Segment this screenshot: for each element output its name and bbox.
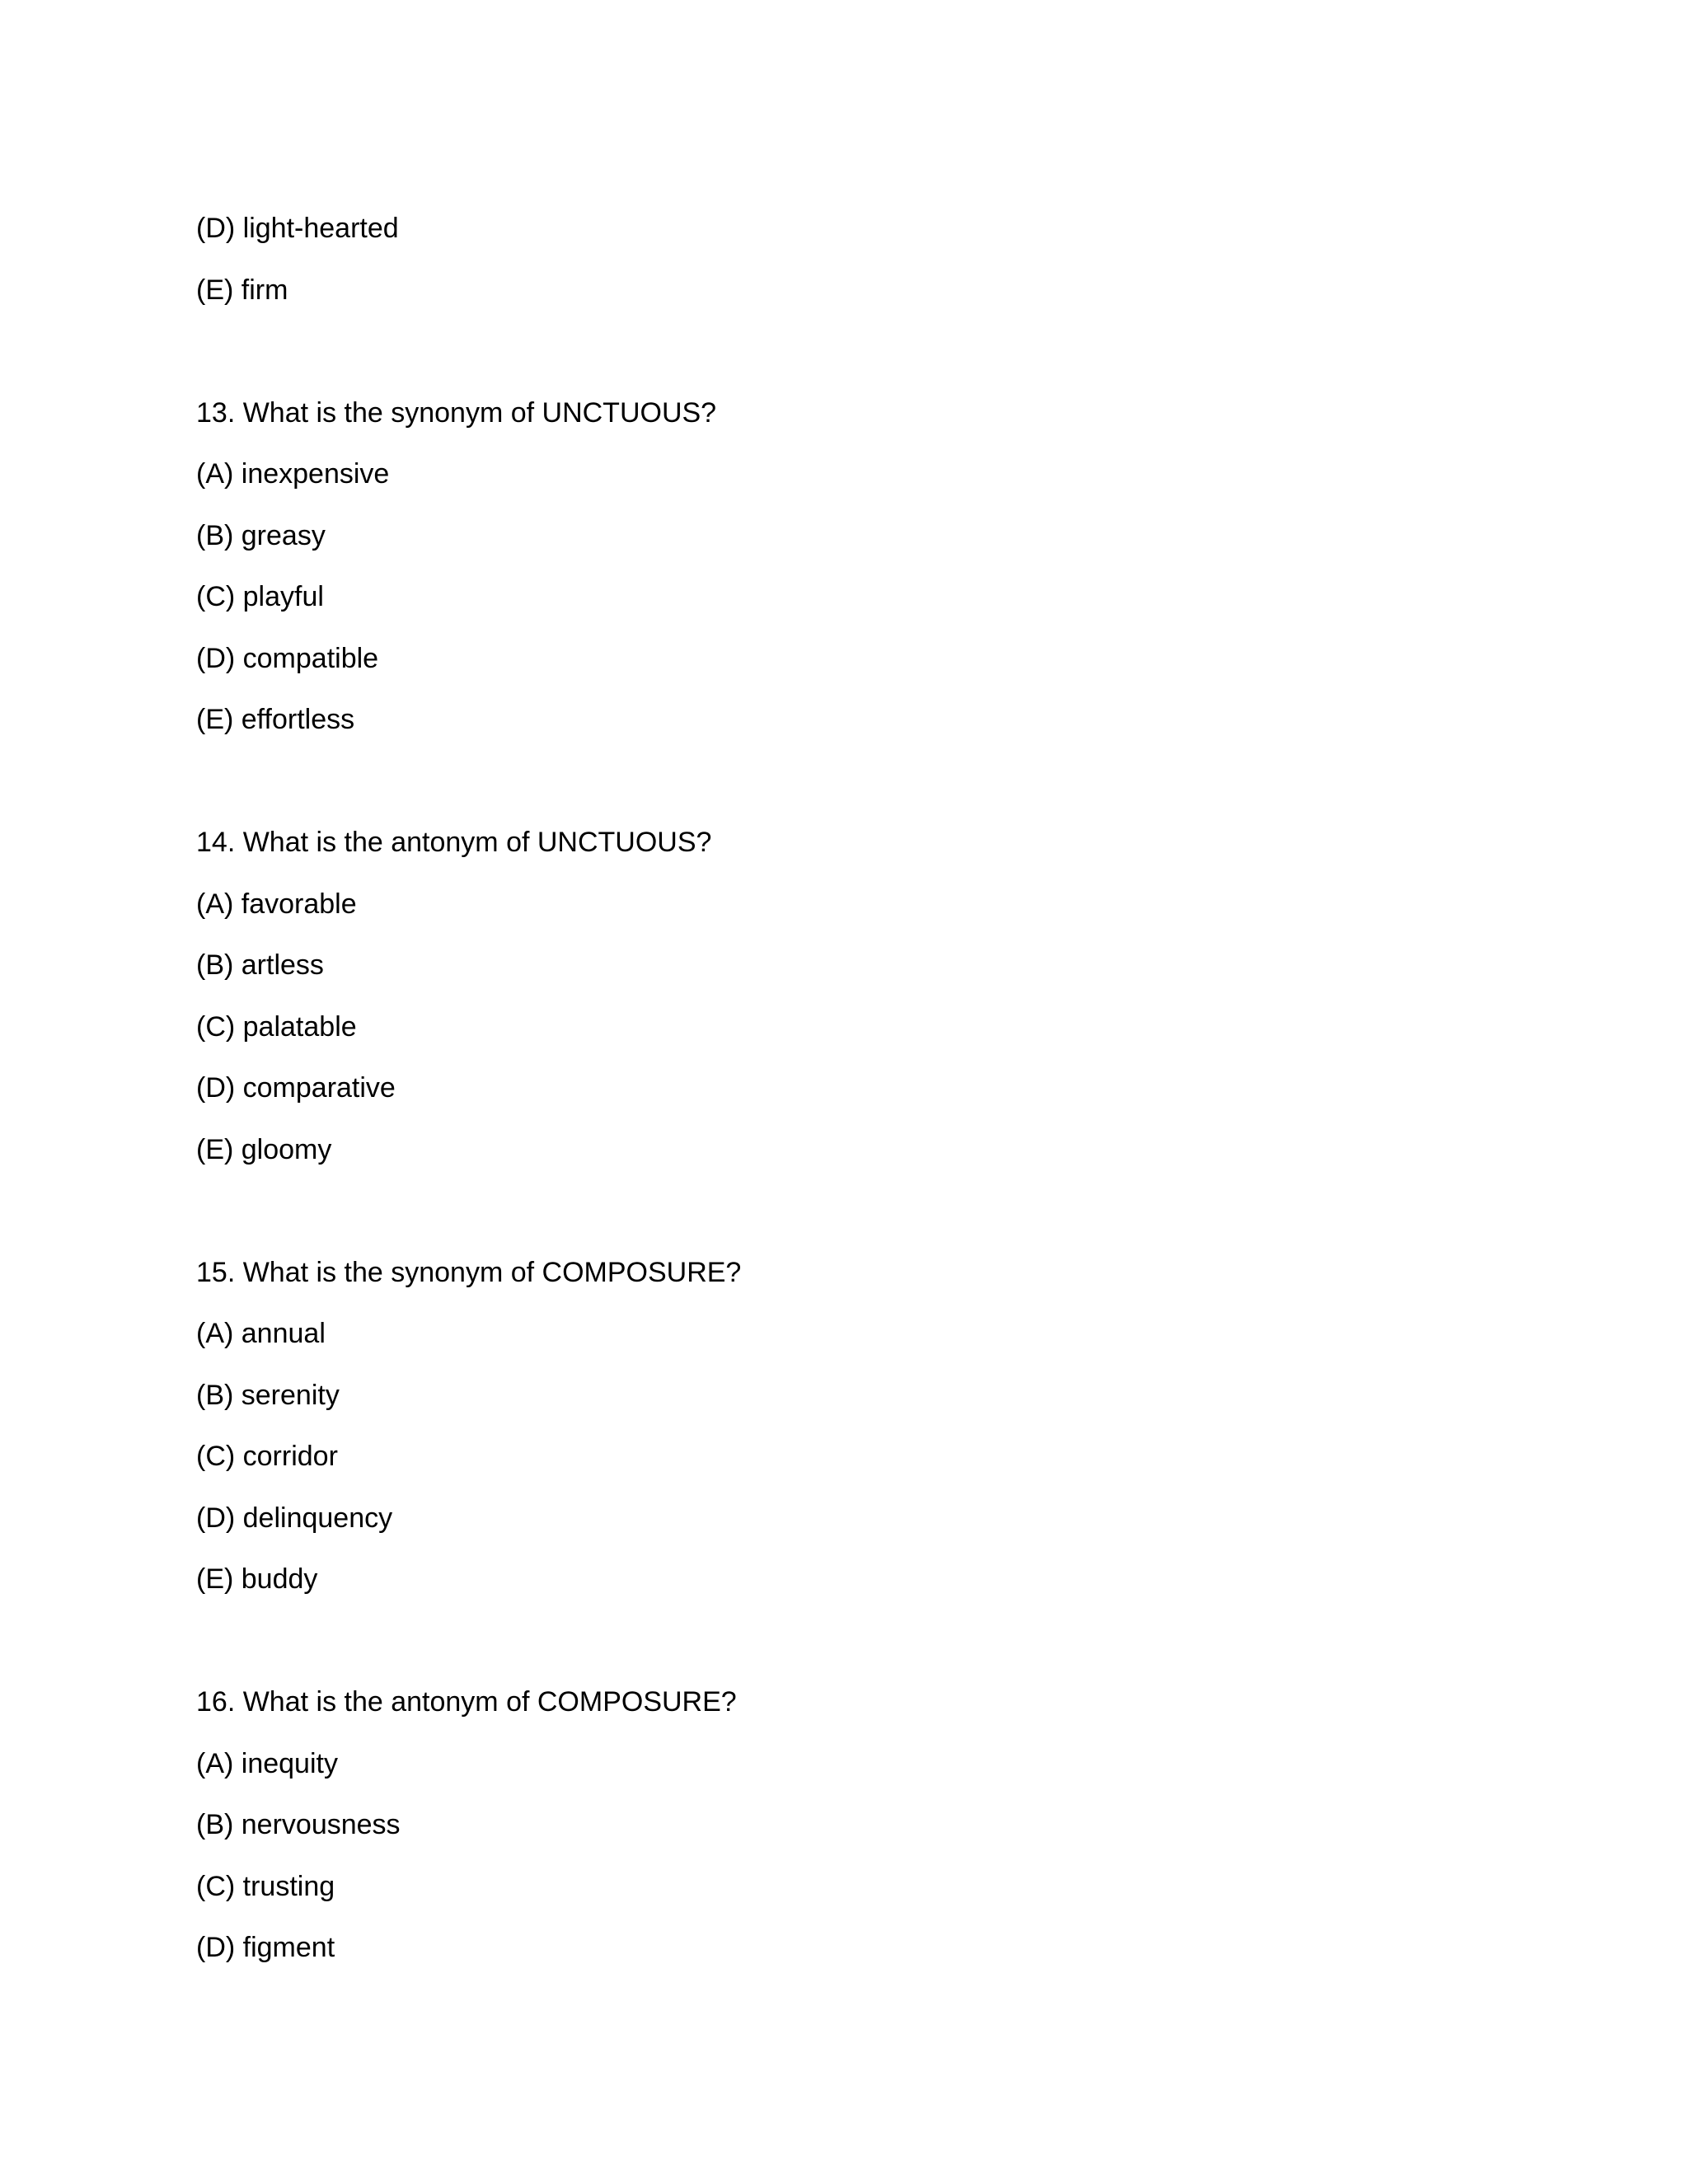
option-d: (D) figment [196,1932,335,1963]
continued-options [196,198,1515,321]
option-c: (C) corridor [196,1441,338,1472]
option-a: (A) favorable [196,888,357,920]
question-text: 16. What is the antonym of COMPOSURE? [196,1686,737,1718]
spacer [196,321,1515,382]
option-d: (D) compatible [196,642,379,674]
option-b: (B) nervousness [196,1809,401,1840]
option-a: (A) inequity [196,1747,338,1779]
option-c: (C) playful [196,581,324,612]
option-c: (C) trusting [196,1870,335,1902]
question-15 [196,1242,1515,1610]
question-16 [196,1671,1515,1979]
option-e: (E) effortless [196,704,355,735]
quiz-content [196,198,1515,1979]
option-b: (B) serenity [196,1379,340,1411]
option-a: (A) annual [196,1318,326,1349]
question-text: 15. What is the synonym of COMPOSURE? [196,1256,742,1288]
question-text: 14. What is the antonym of UNCTUOUS? [196,827,712,858]
option-b: (B) artless [196,949,324,981]
option-d: (D) comparative [196,1072,396,1104]
question-text: 13. What is the synonym of UNCTUOUS? [196,396,717,429]
option-a: (A) inexpensive [196,458,390,490]
option-c: (C) palatable [196,1010,357,1043]
option-e: (E) gloomy [196,1133,332,1165]
spacer [196,751,1515,813]
question-14 [196,812,1515,1180]
option-e: (E) firm [196,274,288,306]
spacer [196,1180,1515,1242]
option-e: (E) buddy [196,1563,318,1595]
question-13 [196,382,1515,751]
option-d: (D) light-hearted [196,213,399,244]
option-d: (D) delinquency [196,1502,393,1534]
spacer [196,1610,1515,1672]
option-b: (B) greasy [196,519,326,551]
